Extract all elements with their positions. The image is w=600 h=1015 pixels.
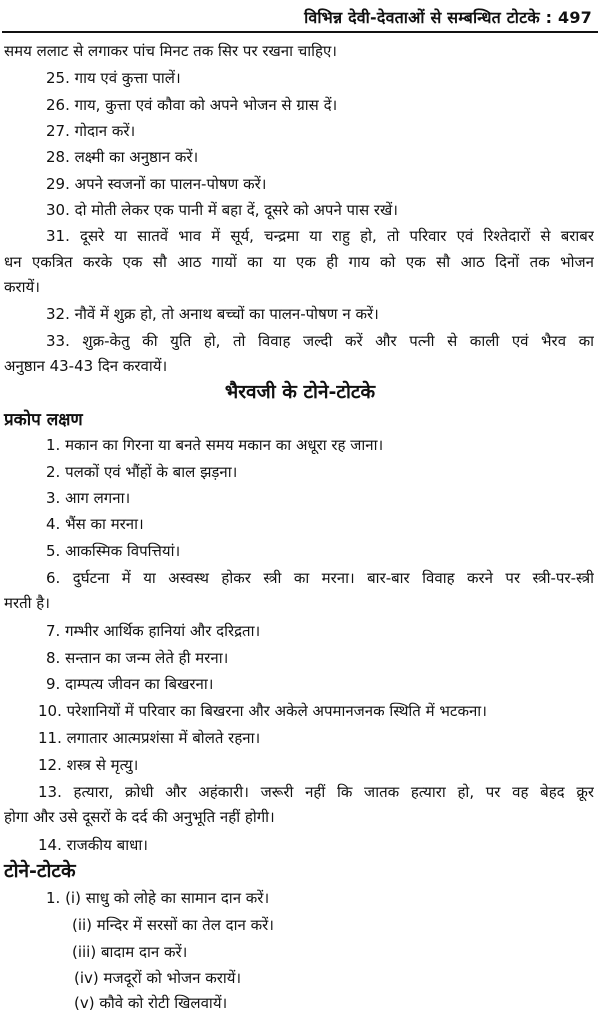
subheading-prakop: प्रकोप लक्षण <box>4 410 83 430</box>
list-item-4: 4. भैंस का मरना। <box>46 515 144 533</box>
remedy-item-1: 1. (i) साधु को लोहे का सामान दान करें। <box>46 889 270 907</box>
remedy-item-4: (iv) मजदूरों को भोजन करायें। <box>74 969 242 987</box>
section-heading-tone-totke: टोने-टोटके <box>4 860 76 882</box>
list-item-7: 7. गम्भीर आर्थिक हानियां और दरिद्रता। <box>46 622 261 640</box>
running-head: विभिन्न देवी-देवताओं से सम्बन्धित टोटके : 497 <box>304 8 592 27</box>
remedy-item-2: (ii) मन्दिर में सरसों का तेल दान करें। <box>72 916 274 934</box>
list-item-33: 33. शुक्र-केतु की युति हो, तो विवाह जल्दी करें और पत्नी से काली एवं भैरव का <box>46 332 594 350</box>
list-item-11: 11. लगातार आत्मप्रशंसा में बोलते रहना। <box>38 729 261 747</box>
list-item-14: 14. राजकीय बाधा। <box>38 836 148 854</box>
list-item-8: 8. सन्तान का जन्म लेते ही मरना। <box>46 649 229 667</box>
list-item-6-cont: मरती है। <box>4 594 50 612</box>
list-item-31: 31. दूसरे या सातवें भाव में सूर्य, चन्द्रमा या राहु हो, तो परिवार एवं रिश्तेदारों से बराबर <box>46 227 594 245</box>
list-item-5: 5. आकस्मिक विपत्तियां। <box>46 542 181 560</box>
remedy-item-3: (iii) बादाम दान करें। <box>72 943 188 961</box>
list-item-1: 1. मकान का गिरना या बनते समय मकान का अधूरा रह जाना। <box>46 436 384 454</box>
section-heading-bhairav: भैरवजी के टोने-टोटके <box>224 381 376 403</box>
header-rule <box>2 31 598 33</box>
list-item-26: 26. गाय, कुत्ता एवं कौवा को अपने भोजन से ग्रास दें। <box>46 96 338 114</box>
list-item-31-cont: करायें। <box>4 278 40 296</box>
list-item-9: 9. दाम्पत्य जीवन का बिखरना। <box>46 675 214 693</box>
list-item-32: 32. नौवें में शुक्र हो, तो अनाथ बच्चों का पालन-पोषण न करें। <box>46 305 379 323</box>
text-line: समय ललाट से लगाकर पांच मिनट तक सिर पर रखना चाहिए। <box>4 42 337 60</box>
list-item-12: 12. शस्त्र से मृत्यु। <box>38 756 139 774</box>
list-item-28: 28. लक्ष्मी का अनुष्ठान करें। <box>46 148 199 166</box>
list-item-6: 6. दुर्घटना में या अस्वस्थ होकर स्त्री का मरना। बार-बार विवाह करने पर स्त्री-पर-स्त्री <box>46 569 594 587</box>
list-item-25: 25. गाय एवं कुत्ता पालें। <box>46 69 181 87</box>
list-item-33-cont: अनुष्ठान 43-43 दिन करवायें। <box>4 357 168 375</box>
remedy-item-5: (v) कौवे को रोटी खिलवायें। <box>74 994 228 1012</box>
list-item-3: 3. आग लगना। <box>46 489 131 507</box>
list-item-13: 13. हत्यारा, क्रोधी और अहंकारी। जरूरी नहीं कि जातक हत्यारा हो, पर वह बेहद क्रूर <box>38 783 594 801</box>
list-item-10: 10. परेशानियों में परिवार का बिखरना और अकेले अपमानजनक स्थिति में भटकना। <box>38 702 487 720</box>
list-item-30: 30. दो मोती लेकर एक पानी में बहा दें, दूसरे को अपने पास रखें। <box>46 201 398 219</box>
list-item-2: 2. पलकों एवं भौंहों के बाल झड़ना। <box>46 463 238 481</box>
list-item-29: 29. अपने स्वजनों का पालन-पोषण करें। <box>46 175 267 193</box>
list-item-31-cont: धन एकत्रित करके एक सौ आठ गायों का या एक ही गाय को एक सौ आठ दिनों तक भोजन <box>4 253 594 271</box>
list-item-13-cont: होगा और उसे दूसरों के दर्द की अनुभूति नहीं होगी। <box>4 808 275 826</box>
list-item-27: 27. गोदान करें। <box>46 122 136 140</box>
